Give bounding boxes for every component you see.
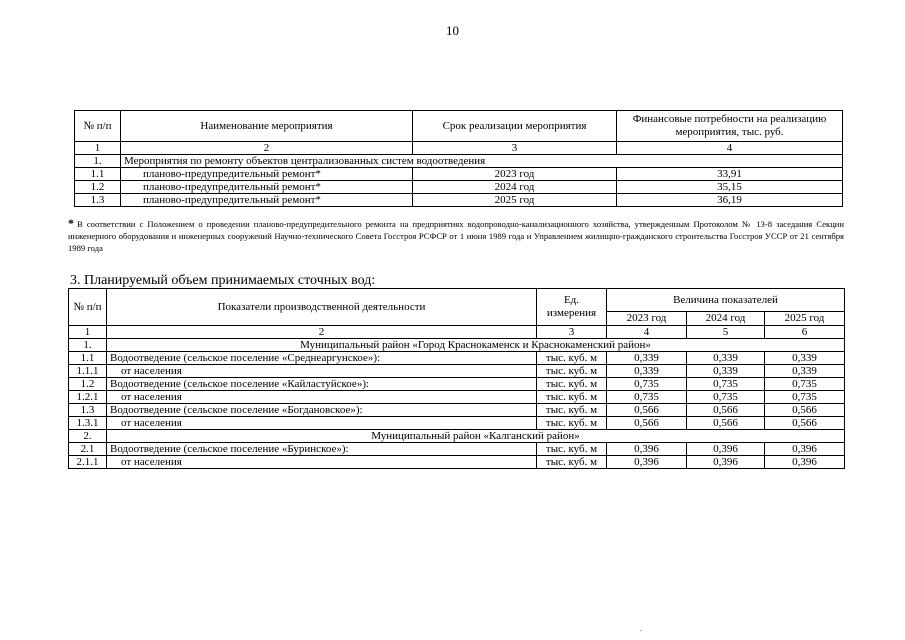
row-value-2025: 0,339 [765,352,845,365]
row-unit: тыс. куб. м [537,443,607,456]
row-indicator: от населения [107,365,537,378]
row-indicator: Водоотведение (сельское поселение «Кайластуйское»): [107,378,537,391]
row-value: 33,91 [617,168,843,181]
col-number: 1 [69,326,107,339]
table-row [69,365,845,378]
row-value-2023: 0,566 [607,404,687,417]
table-header-row [69,289,845,312]
row-unit: тыс. куб. м [537,404,607,417]
row-unit: тыс. куб. м [537,352,607,365]
header-unit: Ед. измерения [537,289,607,326]
row-num: 1.2.1 [69,391,107,404]
row-name: планово-предупредительный ремонт* [121,168,413,181]
row-num: 2.1 [69,443,107,456]
header-measure-name: Наименование мероприятия [121,111,413,142]
row-year: 2023 год [413,168,617,181]
section-title: Мероприятия по ремонту объектов централизованных систем водоотведения [121,155,843,168]
row-num: 1.2 [69,378,107,391]
row-value-2025: 0,339 [765,365,845,378]
footnote [68,217,844,254]
table-row [69,443,845,456]
section-num: 1. [75,155,121,168]
table-row [69,352,845,365]
row-value-2025: 0,735 [765,378,845,391]
row-unit: тыс. куб. м [537,417,607,430]
row-unit: тыс. куб. м [537,456,607,469]
row-value-2024: 0,339 [687,352,765,365]
row-indicator: Водоотведение (сельское поселение «Среднеаргунское»): [107,352,537,365]
header-values: Величина показателей [607,289,845,312]
footnote-star: * [68,216,74,230]
row-num: 1.2 [75,181,121,194]
table-row [69,391,845,404]
column-number-row [75,142,843,155]
section-title: Муниципальный район «Калганский район» [107,430,845,443]
row-value-2025: 0,735 [765,391,845,404]
col-number: 2 [107,326,537,339]
table-row [75,181,843,194]
row-num: 2.1.1 [69,456,107,469]
section-num: 1. [69,339,107,352]
row-value: 35,15 [617,181,843,194]
row-unit: тыс. куб. м [537,391,607,404]
header-term: Срок реализации мероприятия [413,111,617,142]
section-title: Муниципальный район «Город Краснокаменск и Краснокаменский район» [107,339,845,352]
row-indicator: от населения [107,391,537,404]
row-value-2024: 0,339 [687,365,765,378]
row-num: 1.3.1 [69,417,107,430]
row-value-2024: 0,735 [687,378,765,391]
row-value: 36,19 [617,194,843,207]
table-row [75,168,843,181]
col-number: 5 [687,326,765,339]
row-value-2023: 0,566 [607,417,687,430]
row-indicator: от населения [107,456,537,469]
row-indicator: Водоотведение (сельское поселение «Буринское»): [107,443,537,456]
header-financial-needs: Финансовые потребности на реализацию мероприятия, тыс. руб. [617,111,843,142]
row-value-2023: 0,396 [607,456,687,469]
header-indicator: Показатели производственной деятельности [107,289,537,326]
row-value-2023: 0,396 [607,443,687,456]
column-number-row [69,326,845,339]
section-num: 2. [69,430,107,443]
row-value-2025: 0,396 [765,443,845,456]
row-num: 1.3 [75,194,121,207]
row-unit: тыс. куб. м [537,378,607,391]
row-value-2023: 0,339 [607,352,687,365]
row-year: 2025 год [413,194,617,207]
row-year: 2024 год [413,181,617,194]
col-number: 3 [413,142,617,155]
row-name: планово-предупредительный ремонт* [121,194,413,207]
wastewater-volume-table [68,288,845,469]
row-num: 1.1.1 [69,365,107,378]
col-number: 3 [537,326,607,339]
row-name: планово-предупредительный ремонт* [121,181,413,194]
row-unit: тыс. куб. м [537,365,607,378]
table-header-row [75,111,843,142]
row-num: 1.1 [75,168,121,181]
col-number: 4 [607,326,687,339]
col-number: 2 [121,142,413,155]
col-number: 6 [765,326,845,339]
footnote-text: В соответствии с Положением о проведении планово-предупредительного ремонта на предприятиях водопроводно-канализационного хозяйства, утвержденным Протоколом № 13-8 заседания Секции инженерного оборудования и инженерных сооружений Научно-технического Совета Госстроя РСФСР от 1 июня 1989 года и Управлением жилищно-гражданского строительства Госстроя УССР от 21 сентября 1989 года [68,219,844,253]
row-value-2024: 0,735 [687,391,765,404]
repair-measures-table [74,110,843,207]
row-value-2025: 0,566 [765,404,845,417]
row-indicator: от населения [107,417,537,430]
row-indicator: Водоотведение (сельское поселение «Богдановское»): [107,404,537,417]
row-num: 1.1 [69,352,107,365]
header-year: 2023 год [607,312,687,326]
row-value-2025: 0,396 [765,456,845,469]
row-value-2023: 0,339 [607,365,687,378]
table-row [69,417,845,430]
row-value-2023: 0,735 [607,378,687,391]
header-num: № п/п [75,111,121,142]
row-value-2025: 0,566 [765,417,845,430]
header-year: 2025 год [765,312,845,326]
header-year: 2024 год [687,312,765,326]
section-row [69,430,845,443]
page-number: 10 [446,23,459,38]
table-row [75,194,843,207]
section-row [69,339,845,352]
table-body [69,339,845,469]
section-row [75,155,843,168]
col-number: 1 [75,142,121,155]
row-value-2024: 0,396 [687,456,765,469]
table-row [69,456,845,469]
table-row [69,404,845,417]
row-value-2024: 0,566 [687,404,765,417]
row-value-2024: 0,566 [687,417,765,430]
row-value-2024: 0,396 [687,443,765,456]
row-num: 1.3 [69,404,107,417]
col-number: 4 [617,142,843,155]
section-heading: 3. Планируемый объем принимаемых сточных вод: [70,273,376,288]
scan-mark: . [640,624,642,633]
header-num: № п/п [69,289,107,326]
row-value-2023: 0,735 [607,391,687,404]
table-row [69,378,845,391]
